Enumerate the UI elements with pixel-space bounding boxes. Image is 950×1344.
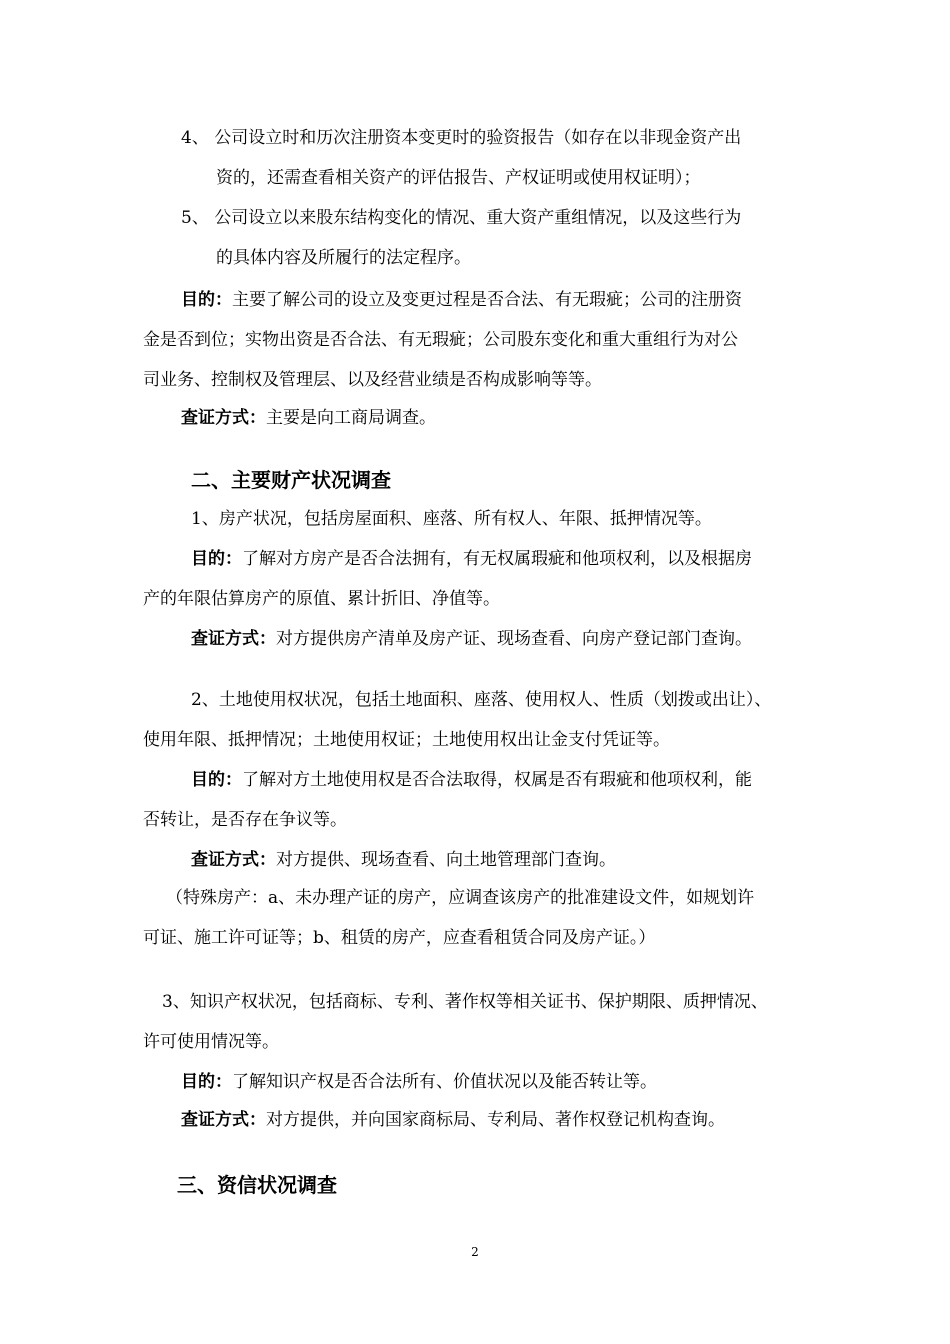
purpose-paragraph-1	[181, 288, 742, 312]
verify-text: 对方提供、现场查看、向土地管理部门查询。	[276, 850, 616, 870]
item4-line1: 4、 公司设立时和历次注册资本变更时的验资报告（如存在以非现金资产出	[181, 128, 742, 148]
purpose-line2: 金是否到位；实物出资是否合法、有无瑕疵；公司股东变化和重大重组行为对公	[143, 330, 738, 350]
special-property-note-line2: 可证、施工许可证等；b、租赁的房产，应查看租赁合同及房产证。）	[143, 928, 656, 948]
purpose-label: 目的：	[191, 549, 242, 569]
purpose-label: 目的：	[181, 290, 232, 310]
item3-verify	[181, 1108, 725, 1132]
purpose-line3: 司业务、控制权及管理层、以及经营业绩是否构成影响等等。	[143, 370, 602, 390]
verify-label: 查证方式：	[181, 408, 266, 428]
purpose-label: 目的：	[191, 770, 242, 790]
item3-line2: 许可使用情况等。	[143, 1032, 279, 1052]
verify-label: 查证方式：	[191, 629, 276, 649]
purpose-text: 了解对方房产是否合法拥有，有无权属瑕疵和他项权利，以及根据房	[242, 549, 752, 569]
verify-label: 查证方式：	[181, 1110, 266, 1130]
item3-purpose	[181, 1070, 657, 1094]
item2-line1: 2、土地使用权状况，包括土地面积、座落、使用权人、性质（划拨或出让）、	[191, 690, 772, 710]
verify-text: 对方提供房产清单及房产证、现场查看、向房产登记部门查询。	[276, 629, 752, 649]
item2-line2: 使用年限、抵押情况；土地使用权证；土地使用权出让金支付凭证等。	[143, 730, 670, 750]
item1-purpose	[191, 547, 752, 571]
purpose-text: 主要了解公司的设立及变更过程是否合法、有无瑕疵；公司的注册资	[232, 290, 742, 310]
special-property-note-line1: （特殊房产：a、未办理产证的房产，应调查该房产的批准建设文件，如规划许	[166, 888, 755, 908]
item5-line1: 5、 公司设立以来股东结构变化的情况、重大资产重组情况，以及这些行为	[181, 208, 742, 228]
item2-purpose	[191, 768, 752, 792]
purpose-text: 了解对方土地使用权是否合法取得，权属是否有瑕疵和他项权利，能	[242, 770, 752, 790]
item1-purpose-line2: 产的年限估算房产的原值、累计折旧、净值等。	[143, 589, 500, 609]
purpose-text: 了解知识产权是否合法所有、价值状况以及能否转让等。	[232, 1072, 657, 1092]
item2-verify	[191, 848, 616, 872]
verify-label: 查证方式：	[191, 850, 276, 870]
verify-text: 对方提供，并向国家商标局、专利局、著作权登记机构查询。	[266, 1110, 725, 1130]
page-number: 2	[471, 1245, 479, 1259]
item1-line1: 1、房产状况，包括房屋面积、座落、所有权人、年限、抵押情况等。	[191, 509, 712, 529]
item1-verify	[191, 627, 752, 651]
section-heading-assets: 二、主要财产状况调查	[191, 468, 391, 492]
item4-line2: 资的，还需查看相关资产的评估报告、产权证明或使用权证明）；	[216, 168, 701, 188]
purpose-label: 目的：	[181, 1072, 232, 1092]
section-heading-credit: 三、资信状况调查	[177, 1173, 337, 1197]
item3-line1: 3、知识产权状况，包括商标、专利、著作权等相关证书、保护期限、质押情况、	[162, 992, 768, 1012]
item2-purpose-line2: 否转让，是否存在争议等。	[143, 810, 347, 830]
item5-line2: 的具体内容及所履行的法定程序。	[216, 248, 471, 268]
verify-text: 主要是向工商局调查。	[266, 408, 436, 428]
verify-paragraph-1	[181, 406, 436, 430]
